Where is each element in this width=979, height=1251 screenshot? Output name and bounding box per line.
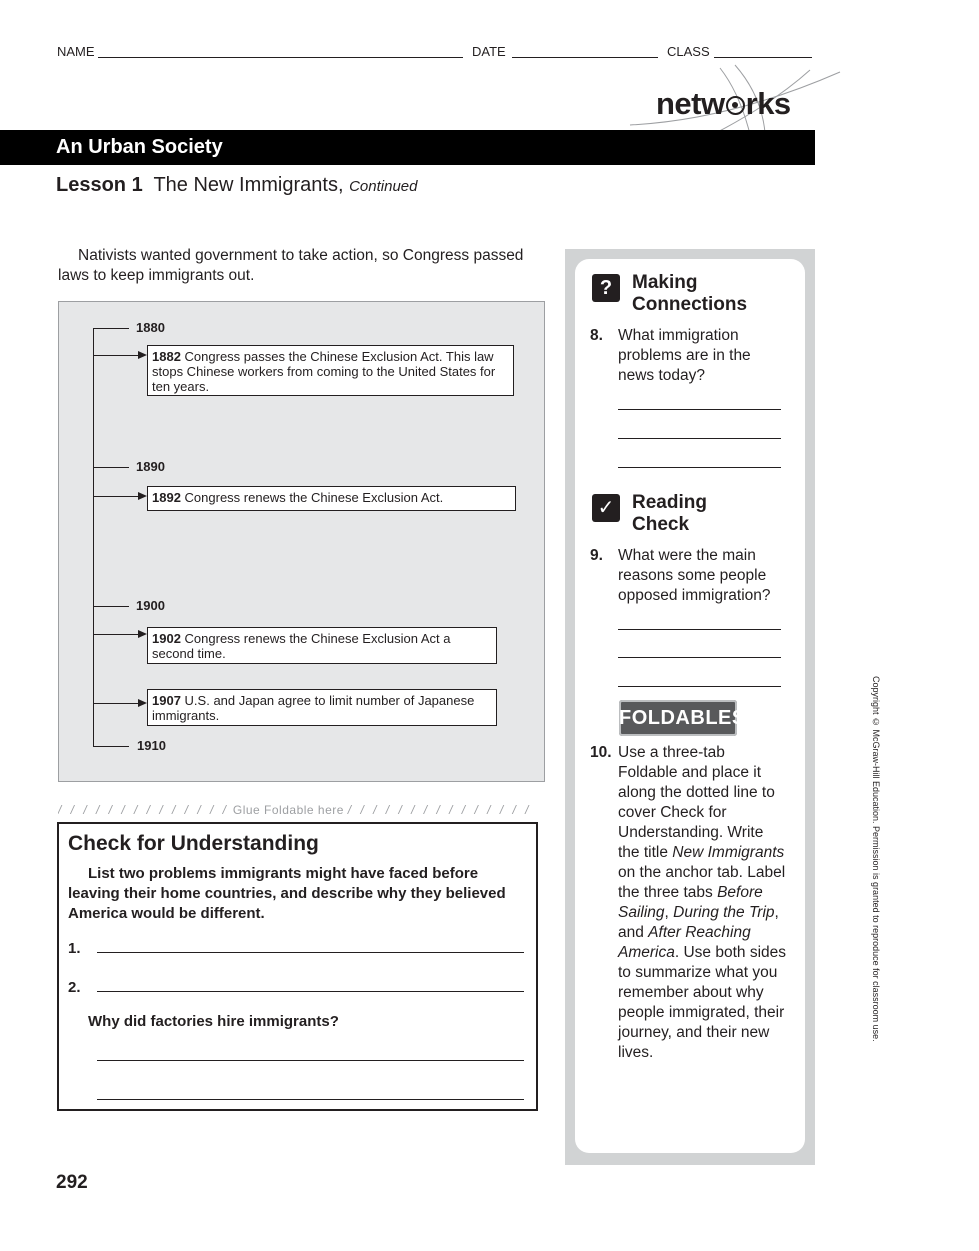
- instr-title: New Immigrants: [672, 844, 785, 861]
- answer-line[interactable]: [97, 1099, 524, 1100]
- timeline-arrow: [93, 355, 138, 356]
- instr-text: , and: [618, 904, 779, 941]
- event-text: Congress renews the Chinese Exclusion Act a second time.: [152, 631, 451, 661]
- lesson-title: The New Immigrants,: [153, 174, 344, 196]
- question-number: 9.: [590, 547, 603, 564]
- lesson-number: Lesson 1: [56, 174, 143, 196]
- dashed-line-decoration: / / / / / / / / / / / / / / /: [347, 803, 532, 817]
- event-year: 1882: [152, 349, 181, 364]
- timeline-tick: [93, 746, 129, 747]
- timeline-year: 1910: [137, 738, 166, 753]
- event-year: 1902: [152, 631, 181, 646]
- timeline-year: 1900: [136, 598, 165, 613]
- timeline-tick: [93, 606, 129, 607]
- question-text: What were the main reasons some people opposed immigration?: [618, 547, 771, 604]
- answer-line[interactable]: [618, 467, 781, 468]
- instr-text: Use a three-tab Foldable and place it along the dotted line to cover Check for Understanding. Write the title: [618, 744, 775, 861]
- event-text: Congress passes the Chinese Exclusion Act. This law stops Chinese workers from coming to the United States for ten years.: [152, 349, 496, 394]
- networks-logo: [656, 86, 791, 122]
- answer-line[interactable]: [618, 438, 781, 439]
- answer-line[interactable]: [618, 686, 781, 687]
- instr-text: ,: [664, 904, 674, 921]
- instr-text: on the anchor tab. Label the three tabs: [618, 864, 786, 901]
- name-label: NAME: [57, 44, 95, 59]
- event-text: U.S. and Japan agree to limit number of Japanese immigrants.: [152, 693, 475, 723]
- timeline-event: [147, 345, 514, 396]
- logo-o-icon: [726, 96, 745, 115]
- instr-tab: After Reaching America: [618, 924, 751, 961]
- question-icon: ?: [592, 274, 620, 302]
- question-number: 8.: [590, 327, 603, 344]
- instr-text: . Use both sides to summarize what you remember about why people immigrated, their journey, and their new lives.: [618, 944, 787, 1061]
- class-label: CLASS: [667, 44, 710, 59]
- date-label: DATE: [472, 44, 506, 59]
- answer-line[interactable]: [618, 629, 781, 630]
- check-title: Check for Understanding: [68, 832, 319, 855]
- making-connections-heading: Making Connections: [632, 272, 748, 315]
- instr-tab: During the Trip: [673, 904, 775, 921]
- answer-line[interactable]: [97, 1060, 524, 1061]
- instr-tab: Before Sailing: [618, 884, 763, 921]
- timeline-arrow: [93, 703, 138, 704]
- timeline-event: [147, 486, 516, 511]
- foldables-logo: [619, 700, 753, 736]
- answer-line[interactable]: [97, 991, 524, 992]
- event-year: 1907: [152, 693, 181, 708]
- answer-number: 2.: [68, 979, 81, 996]
- arrowhead-icon: [138, 699, 147, 707]
- class-field[interactable]: [714, 57, 812, 58]
- answer-line[interactable]: [618, 409, 781, 410]
- dashed-line-decoration: / / / / / / / / / / / / / /: [58, 803, 230, 817]
- logo-text-start: netw: [656, 86, 725, 121]
- glue-label: Glue Foldable here: [232, 803, 344, 817]
- foldable-instructions: [618, 743, 788, 1063]
- checkmark-icon: ✓: [592, 494, 620, 522]
- timeline-year: 1880: [136, 320, 165, 335]
- date-field[interactable]: [512, 57, 658, 58]
- question-number: 10.: [590, 744, 612, 761]
- arrowhead-icon: [138, 492, 147, 500]
- timeline-arrow: [93, 634, 138, 635]
- foldables-label: FOLDABLES: [619, 707, 746, 729]
- timeline-tick: [93, 467, 129, 468]
- timeline-axis: [93, 328, 94, 746]
- logo-text-end: rks: [745, 86, 791, 121]
- glue-foldable-strip: [58, 803, 543, 821]
- answer-line[interactable]: [97, 952, 524, 953]
- arrowhead-icon: [138, 351, 147, 359]
- check-question: Why did factories hire immigrants?: [88, 1013, 339, 1030]
- lesson-heading: [56, 174, 417, 197]
- question-text: What immigration problems are in the news today?: [618, 327, 751, 384]
- check-prompt: List two problems immigrants might have faced before leaving their home countries, and describe why they believed America would be different.: [68, 865, 506, 922]
- timeline-event: [147, 689, 497, 726]
- copyright-notice: Copyright © McGraw-Hill Education. Permission is granted to reproduce for classroom use.: [871, 676, 881, 1042]
- event-text: Congress renews the Chinese Exclusion Act.: [184, 490, 444, 505]
- page-number: 292: [56, 1172, 88, 1193]
- name-field[interactable]: [98, 57, 463, 58]
- timeline-tick: [93, 328, 129, 329]
- reading-check-heading: Reading Check: [632, 492, 707, 535]
- answer-line[interactable]: [618, 657, 781, 658]
- timeline-arrow: [93, 496, 138, 497]
- intro-paragraph: Nativists wanted government to take action, so Congress passed laws to keep immigrants out.: [58, 247, 524, 284]
- timeline-event: [147, 627, 497, 664]
- event-year: 1892: [152, 490, 181, 505]
- registered-mark: ®: [745, 703, 753, 713]
- answer-number: 1.: [68, 940, 81, 957]
- chapter-title: An Urban Society: [56, 136, 223, 158]
- timeline-year: 1890: [136, 459, 165, 474]
- arrowhead-icon: [138, 630, 147, 638]
- lesson-continued: Continued: [349, 178, 418, 195]
